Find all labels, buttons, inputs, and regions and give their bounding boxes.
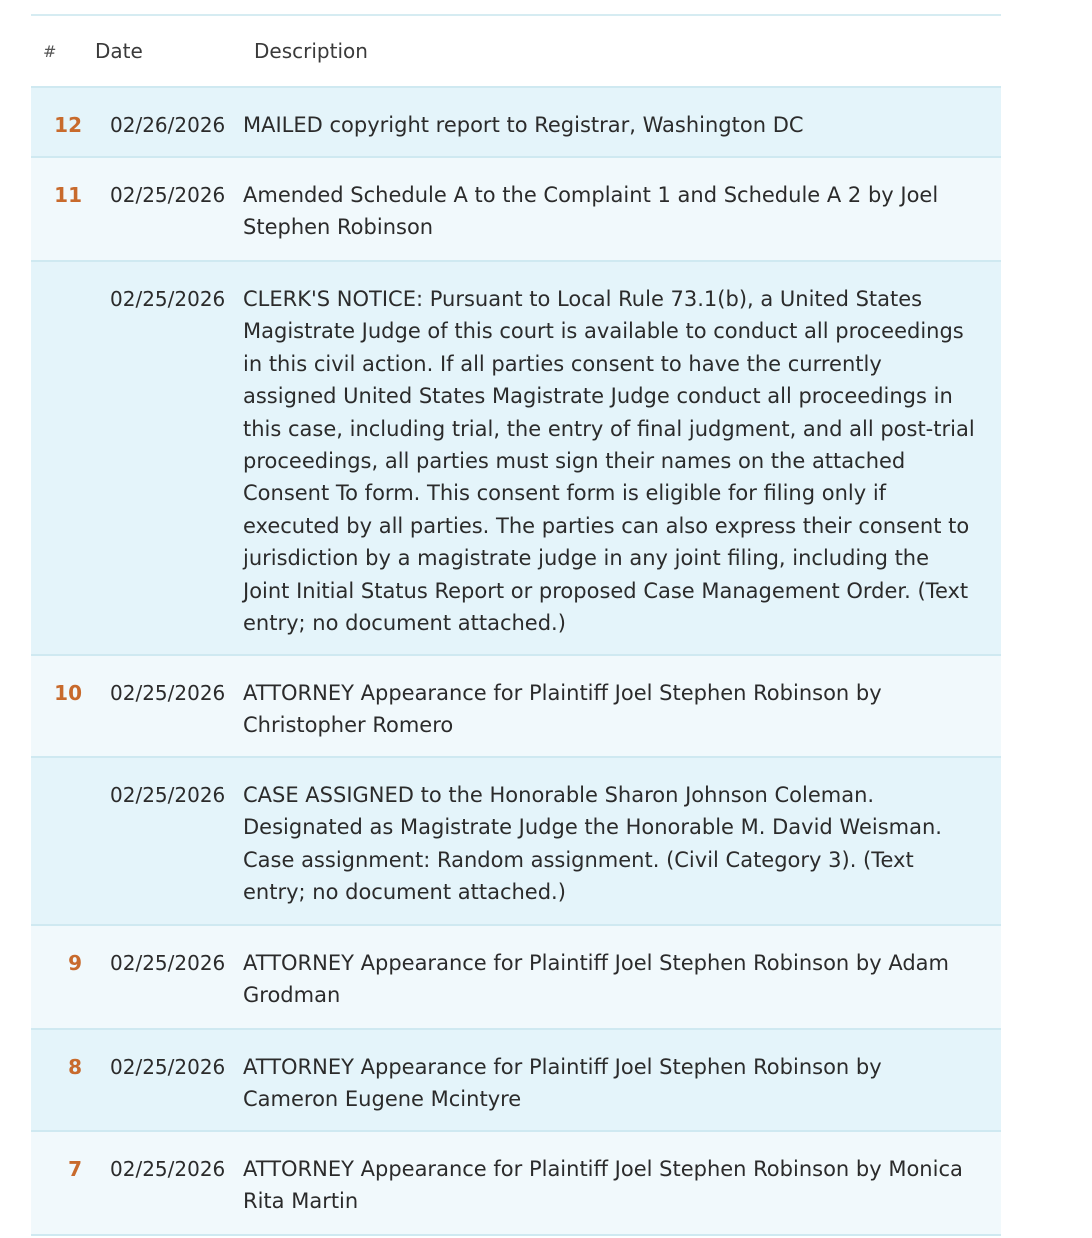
entry-date: 02/25/2026	[110, 951, 226, 975]
table-row	[31, 158, 1001, 262]
entry-description: Amended Schedule A to the Complaint 1 and Schedule A 2 by Joel Stephen Robinson	[243, 183, 939, 240]
entry-date: 02/25/2026	[110, 183, 226, 207]
entry-date: 02/25/2026	[110, 1157, 226, 1181]
entry-description: MAILED copyright report to Registrar, Washington DC	[243, 113, 804, 137]
entry-description: ATTORNEY Appearance for Plaintiff Joel Stephen Robinson by Adam Grodman	[243, 951, 949, 1008]
docket-table	[31, 14, 1001, 1236]
entry-description: CLERK'S NOTICE: Pursuant to Local Rule 73.1(b), a United States Magistrate Judge of this court is available to conduct all proceedings in this civil action. If all parties consent to have the currently assigned United States Magistrate Judge conduct all proceedings in this case, including trial, the entry of final judgment, and all post-trial proceedings, all parties must sign their names on the attached Consent To form. This consent form is eligible for filing only if executed by all parties. The parties can also express their consent to jurisdiction by a magistrate judge in any joint filing, including the Joint Initial Status Report or proposed Case Management Order. (Text entry; no document attached.)	[243, 287, 975, 636]
entry-date: 02/26/2026	[110, 113, 226, 137]
table-row	[31, 926, 1001, 1030]
entry-number[interactable]: 7	[68, 1157, 82, 1181]
table-row	[31, 1132, 1001, 1236]
column-header-date[interactable]: Date	[95, 39, 143, 63]
entry-number[interactable]: 11	[54, 183, 82, 207]
entry-date: 02/25/2026	[110, 1055, 226, 1079]
entry-description: ATTORNEY Appearance for Plaintiff Joel Stephen Robinson by Christopher Romero	[243, 681, 882, 738]
entry-date: 02/25/2026	[110, 681, 226, 705]
table-row	[31, 1030, 1001, 1132]
entry-description: ATTORNEY Appearance for Plaintiff Joel Stephen Robinson by Monica Rita Martin	[243, 1157, 963, 1214]
column-header-description[interactable]: Description	[254, 39, 368, 63]
entry-description: CASE ASSIGNED to the Honorable Sharon Johnson Coleman. Designated as Magistrate Judge the Honorable M. David Weisman. Case assignment: Random assignment. (Civil Category 3). (Text entry; no document attached.)	[243, 783, 942, 905]
entry-date: 02/25/2026	[110, 287, 226, 311]
entry-number[interactable]: 9	[68, 951, 82, 975]
table-row	[31, 88, 1001, 158]
table-row	[31, 656, 1001, 758]
entry-number[interactable]: 10	[54, 681, 82, 705]
column-header-number[interactable]: #	[43, 41, 57, 61]
entry-description: ATTORNEY Appearance for Plaintiff Joel Stephen Robinson by Cameron Eugene Mcintyre	[243, 1055, 882, 1112]
entry-number[interactable]: 12	[54, 113, 82, 137]
entry-number[interactable]: 8	[68, 1055, 82, 1079]
table-header	[31, 16, 1001, 88]
table-row	[31, 262, 1001, 656]
entry-date: 02/25/2026	[110, 783, 226, 807]
table-row	[31, 758, 1001, 926]
